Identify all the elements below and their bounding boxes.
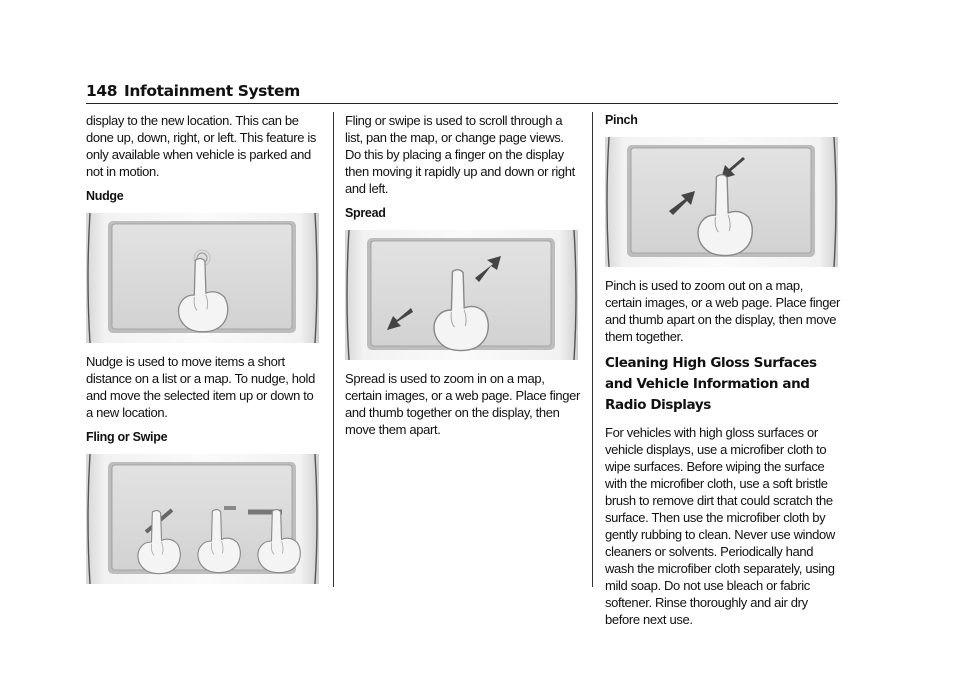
column-2 (345, 112, 581, 446)
column-3 (605, 112, 841, 636)
nudge-paragraph: Nudge is used to move items a short distance on a list or a map. To nudge, hold and move the selected item up or down to a new location. (86, 354, 315, 420)
cleaning-paragraph: For vehicles with high gloss surfaces or vehicle displays, use a microfiber cloth to wipe surfaces. Before wiping the surface with the microfiber cloth, use a soft bristle brush to remove dirt that could scratch the surface. Then use the microfiber cloth by gently rubbing to clean. Never use window cleaners or solvents. Periodically hand wash the microfiber cloth separately, using mild soap. Do not use bleach or fabric softener. Rinse thoroughly and air dry before next use. (605, 425, 835, 627)
cleaning-heading: Cleaning High Gloss Surfaces and Vehicle Information and Radio Displays (605, 355, 817, 413)
fling-paragraph: Fling or swipe is used to scroll through a list, pan the map, or change page views. Do this by placing a finger on the display then moving it rapidly up and down or right and left. (345, 113, 575, 196)
page-header (86, 82, 838, 104)
intro-paragraph: display to the new location. This can be done up, down, right, or left. This feature is only available when vehicle is parked and not in motion. (86, 113, 317, 179)
column-divider-1 (333, 112, 334, 587)
spread-illustration (345, 230, 578, 360)
pinch-paragraph: Pinch is used to zoom out on a map, certain images, or a web page. Place finger and thumb apart on the display, then move them together. (605, 278, 840, 344)
fling-heading: Fling or Swipe (86, 430, 168, 444)
column-1 (86, 112, 322, 594)
fling-hand-icon (138, 508, 300, 574)
spread-heading: Spread (345, 206, 386, 220)
pinch-heading: Pinch (605, 113, 638, 127)
header-rule (86, 103, 838, 104)
column-divider-2 (592, 112, 593, 587)
fling-illustration (86, 454, 319, 584)
spread-paragraph: Spread is used to zoom in on a map, certain images, or a web page. Place finger and thumb together on the display, then move them apart. (345, 371, 580, 437)
page-number: 148 (86, 82, 118, 100)
nudge-heading: Nudge (86, 189, 124, 203)
nudge-illustration (86, 213, 319, 343)
pinch-illustration (605, 137, 838, 267)
section-title: Infotainment System (124, 82, 300, 100)
